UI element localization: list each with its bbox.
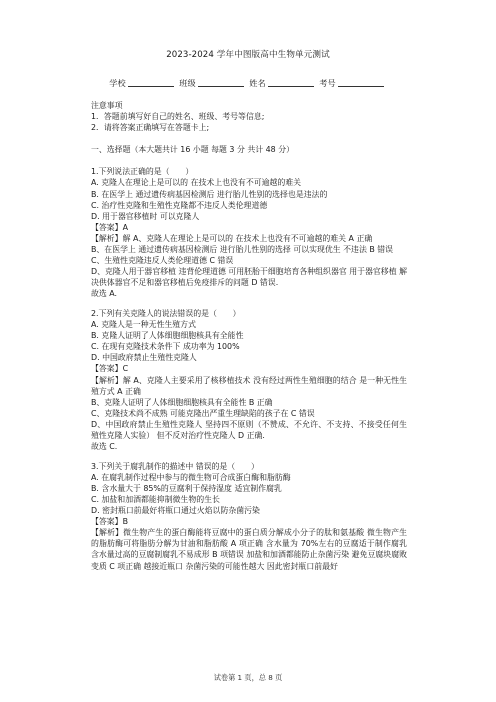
conclusion: 故选 A. <box>91 289 118 299</box>
conclusion: 故选 C. <box>91 442 118 452</box>
option-a: A. 克隆人在理论上是可以的 在技术上也没有不可逾越的难关 <box>91 178 302 188</box>
class-label: 班级 <box>179 78 196 88</box>
question-stem: 2.下列有关克隆人的说法错误的是（ ） <box>91 309 241 318</box>
exam-number-label: 考号 <box>319 78 336 88</box>
class-blank <box>198 78 244 87</box>
name-blank <box>268 78 314 87</box>
option-a: A. 克隆人是一种无性生殖方式 <box>91 320 196 330</box>
analysis-line: 【解析】微生物产生的蛋白酶能将豆腐中的蛋白质分解成小分子的肽和氨基酸 微生物产生的脂肪酶可将脂肪分解为甘油和脂肪酸 A 项正确 含水量为 70%左右的豆腐适于制作腐乳 含水量过高的豆腐制腐乳不易成形 B 项错误 加盐和加酒都能防止杂菌污染 避免豆腐块腐败变质 C 项正确 越接近瓶口 杂菌污染的可能性越大 因此密封瓶口前最好 <box>91 528 407 571</box>
answer-label: 【答案】A <box>91 222 128 232</box>
option-b: B. 克隆人证明了人体细胞细胞核具有全能性 <box>91 331 244 341</box>
page-footer: 试卷第 1 页，总 8 页 <box>213 673 283 682</box>
question-block <box>91 461 407 572</box>
question-stem: 3.下列关于腐乳制作的描述中 错误的是（ ） <box>91 461 259 471</box>
question-block <box>91 166 407 299</box>
answer-label: 【答案】C <box>91 364 129 374</box>
analysis-line: D、克隆人用于器官移植 违背伦理道德 可用胚胎干细胞培育各种组织器官 用于器官移植 解决供体器官不足和器官移植后免疫排斥的问题 D 错误. <box>91 267 407 288</box>
option-b: B. 在医学上 通过遗传病基因检测后 进行胎儿性别的选择也是违法的 <box>91 189 328 199</box>
question-stem: 1.下列说法正确的是（ ） <box>91 167 194 177</box>
notice-title: 注意事项 <box>91 101 123 110</box>
exam-number-blank <box>338 78 384 87</box>
option-c: C. 在现有克隆技术条件下 成功率为 100% <box>91 342 240 352</box>
answer-label: 【答案】B <box>91 517 128 527</box>
section-title: 一、选择题（本大题共计 16 小题 每题 3 分 共计 48 分） <box>91 145 294 155</box>
option-c: C. 加盐和加酒都能抑制微生物的生长 <box>91 495 220 504</box>
analysis-line: C、生殖性克隆违反人类伦理道德 C 错误 <box>91 256 234 266</box>
option-d: D. 密封瓶口前最好将瓶口通过火焰以防杂菌污染 <box>91 506 260 516</box>
option-b: B. 含水量大于 85%的豆腐利于保持湿度 适宜制作腐乳 <box>91 483 282 493</box>
page-title: 2023-2024 学年中图版高中生物单元测试 <box>166 50 330 60</box>
option-d: D. 用于器官移植时 可以克隆人 <box>91 211 200 221</box>
name-label: 姓名 <box>249 78 266 88</box>
analysis-line: 【解析】解 A、克隆人主要采用了核移植技术 没有经过两性生殖细胞的结合 是一种无性生殖方式 A 正确 <box>91 375 407 396</box>
analysis-line: B、在医学上 通过遗传病基因检测后 进行胎儿性别的选择 可以实现优生 不违法 B 错误 <box>91 245 394 255</box>
exam-content <box>91 100 407 572</box>
option-a: A. 在腐乳制作过程中参与的微生物可合成蛋白酶和脂肪酶 <box>91 472 291 482</box>
school-label: 学校 <box>109 78 126 88</box>
notice-item: 2．请将答案正确填写在答题卡上; <box>91 123 210 133</box>
option-c: C. 治疗性克隆和生殖性克隆都不违反人类伦理道德 <box>91 200 268 210</box>
analysis-line: C、克隆技术尚不成熟 可能克隆出严重生理缺陷的孩子在 C 错误 <box>91 408 315 418</box>
analysis-line: B、克隆人证明了人体细胞细胞核具有全能性 B 正确 <box>91 397 273 407</box>
analysis-line: 【解析】解 A、克隆人在理论上是可以的 在技术上也没有不可逾越的难关 A 正确 <box>91 233 373 243</box>
notice-item: 1．答题前填写好自己的姓名、班级、考号等信息; <box>91 112 265 122</box>
analysis-line: D、中国政府禁止生殖性克隆人 坚持四不原则（不赞成、不允许、不支持、不接受任何生殖性克隆人实验） 但不反对治疗性克隆人 D 正确. <box>91 419 407 441</box>
question-block <box>91 308 407 452</box>
school-blank <box>128 78 174 87</box>
student-info-line <box>0 78 496 89</box>
option-d: D. 中国政府禁止生殖性克隆人 <box>91 353 197 363</box>
